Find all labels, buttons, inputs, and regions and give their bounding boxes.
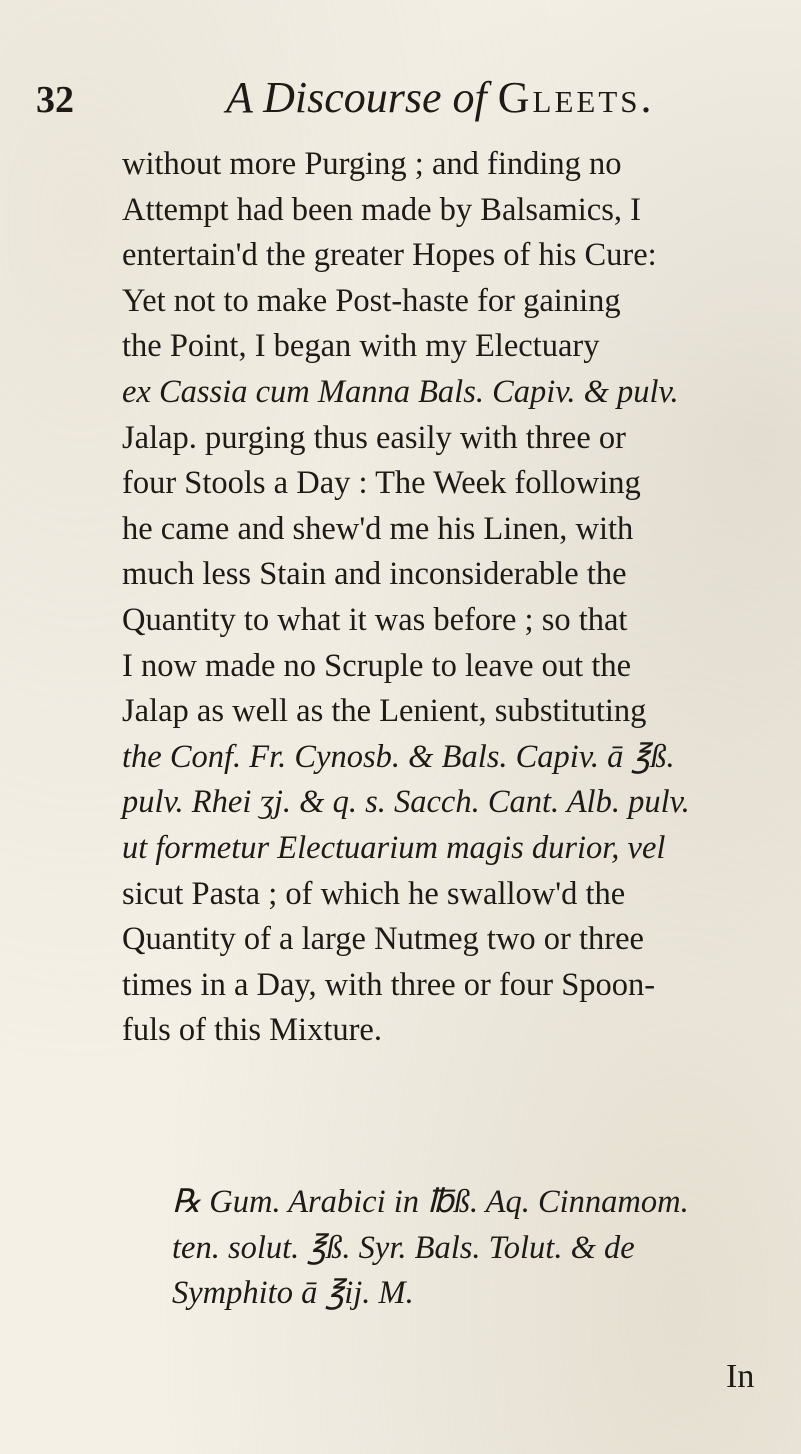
recipe-line: Symphito ā ℥ij. M. xyxy=(172,1275,414,1312)
text-line: without more Purging ; and finding no xyxy=(122,146,622,182)
recipe-line: ℞ Gum. Arabici in ℔ß. Aq. Cinnamom. xyxy=(172,1184,689,1220)
text-line: pulv. Rhei ʒj. & q. s. Sacch. Cant. Alb. pulv. xyxy=(122,784,690,821)
text-line: entertain'd the greater Hopes of his Cure: xyxy=(122,237,657,274)
text-line: the Conf. Fr. Cynosb. & Bals. Capiv. ā ℥ß. xyxy=(122,738,675,775)
recipe-block xyxy=(172,1180,792,1317)
recipe-line: ten. solut. ℥ß. Syr. Bals. Tolut. & de xyxy=(172,1229,635,1266)
text-line: Quantity of a large Nutmeg two or three xyxy=(122,921,644,958)
text-line: Jalap. purging thus easily with three or xyxy=(122,419,626,456)
text-line: I now made no Scruple to leave out the xyxy=(122,647,632,684)
text-line: times in a Day, with three or four Spoon- xyxy=(122,966,656,1003)
text-line: fuls of this Mixture. xyxy=(122,1012,382,1049)
page-number: 32 xyxy=(36,79,74,121)
text-line: the Point, I began with my Electuary xyxy=(122,328,600,365)
text-line: four Stools a Day : The Week following xyxy=(122,465,641,502)
running-title-subject: Gleets. xyxy=(497,73,655,122)
body-text xyxy=(122,142,801,1054)
text-line: much less Stain and inconsiderable the xyxy=(122,556,627,593)
running-title xyxy=(226,72,655,123)
catchword: In xyxy=(726,1358,755,1395)
running-head xyxy=(36,72,776,128)
text-line: Attempt had been made by Balsamics, I xyxy=(122,191,641,228)
text-line: ut formetur Electuarium magis durior, vel xyxy=(122,829,666,866)
text-line: Quantity to what it was before ; so that xyxy=(122,601,628,638)
text-line: Jalap as well as the Lenient, substituting xyxy=(122,693,647,730)
running-title-prefix: A Discourse of xyxy=(226,73,498,122)
text-line: Yet not to make Post-haste for gaining xyxy=(122,282,621,319)
text-line: ex Cassia cum Manna Bals. Capiv. & pulv. xyxy=(122,373,679,410)
text-line: sicut Pasta ; of which he swallow'd the xyxy=(122,875,626,912)
text-line: he came and shew'd me his Linen, with xyxy=(122,510,634,547)
